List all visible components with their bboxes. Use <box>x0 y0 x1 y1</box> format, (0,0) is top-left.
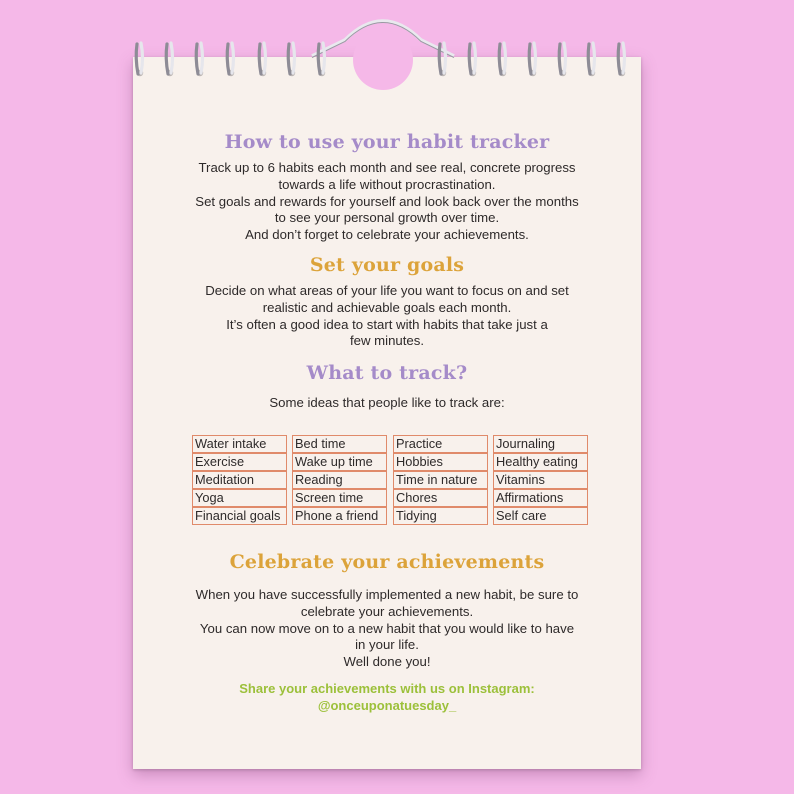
share-text: Share your achievements with us on Instagram: <box>239 680 535 696</box>
idea-cell: Healthy eating <box>493 453 588 471</box>
hanger-notch <box>353 30 413 90</box>
idea-cell: Wake up time <box>292 453 387 471</box>
idea-cell: Tidying <box>393 507 488 525</box>
idea-cell: Practice <box>393 435 488 453</box>
idea-cell: Phone a friend <box>292 507 387 525</box>
set-goals-text: Decide on what areas of your life you want to focus on and set realistic and achievable goals each month. It’s often a good idea to start with habits that take just a few minutes. <box>205 282 569 349</box>
idea-cell: Journaling <box>493 435 588 453</box>
idea-cell: Bed time <box>292 435 387 453</box>
idea-cell: Water intake <box>192 435 287 453</box>
track-intro-text: Some ideas that people like to track are: <box>269 395 505 411</box>
how-to-use-text: Track up to 6 habits each month and see real, concrete progress towards a life without procrastination. Set goals and rewards for yourself and look back over the months to see your personal growth over time. And don’t forget to celebrate your achievements. <box>195 160 579 243</box>
idea-cell: Meditation <box>192 471 287 489</box>
page-content <box>133 130 641 713</box>
what-to-track-heading: What to track? <box>306 362 468 385</box>
idea-cell: Screen time <box>292 489 387 507</box>
idea-cell: Affirmations <box>493 489 588 507</box>
idea-cell: Exercise <box>192 453 287 471</box>
idea-cell: Time in nature <box>393 471 488 489</box>
idea-cell: Yoga <box>192 489 287 507</box>
idea-cell: Self care <box>493 507 588 525</box>
idea-cell: Financial goals <box>192 507 287 525</box>
celebrate-heading: Celebrate your achievements <box>229 551 545 573</box>
how-to-use-heading: How to use your habit tracker <box>224 131 550 153</box>
idea-cell: Hobbies <box>393 453 488 471</box>
idea-cell: Chores <box>393 489 488 507</box>
celebrate-text: When you have successfully implemented a new habit, be sure to celebrate your achievements. You can now move on to a new habit that you would like to have in your life. Well done you! <box>195 587 579 670</box>
instagram-share <box>133 680 641 714</box>
idea-cell: Reading <box>292 471 387 489</box>
instagram-handle-link[interactable]: @onceuponatuesday_ <box>317 697 457 713</box>
idea-cell: Vitamins <box>493 471 588 489</box>
set-goals-heading: Set your goals <box>309 253 465 276</box>
